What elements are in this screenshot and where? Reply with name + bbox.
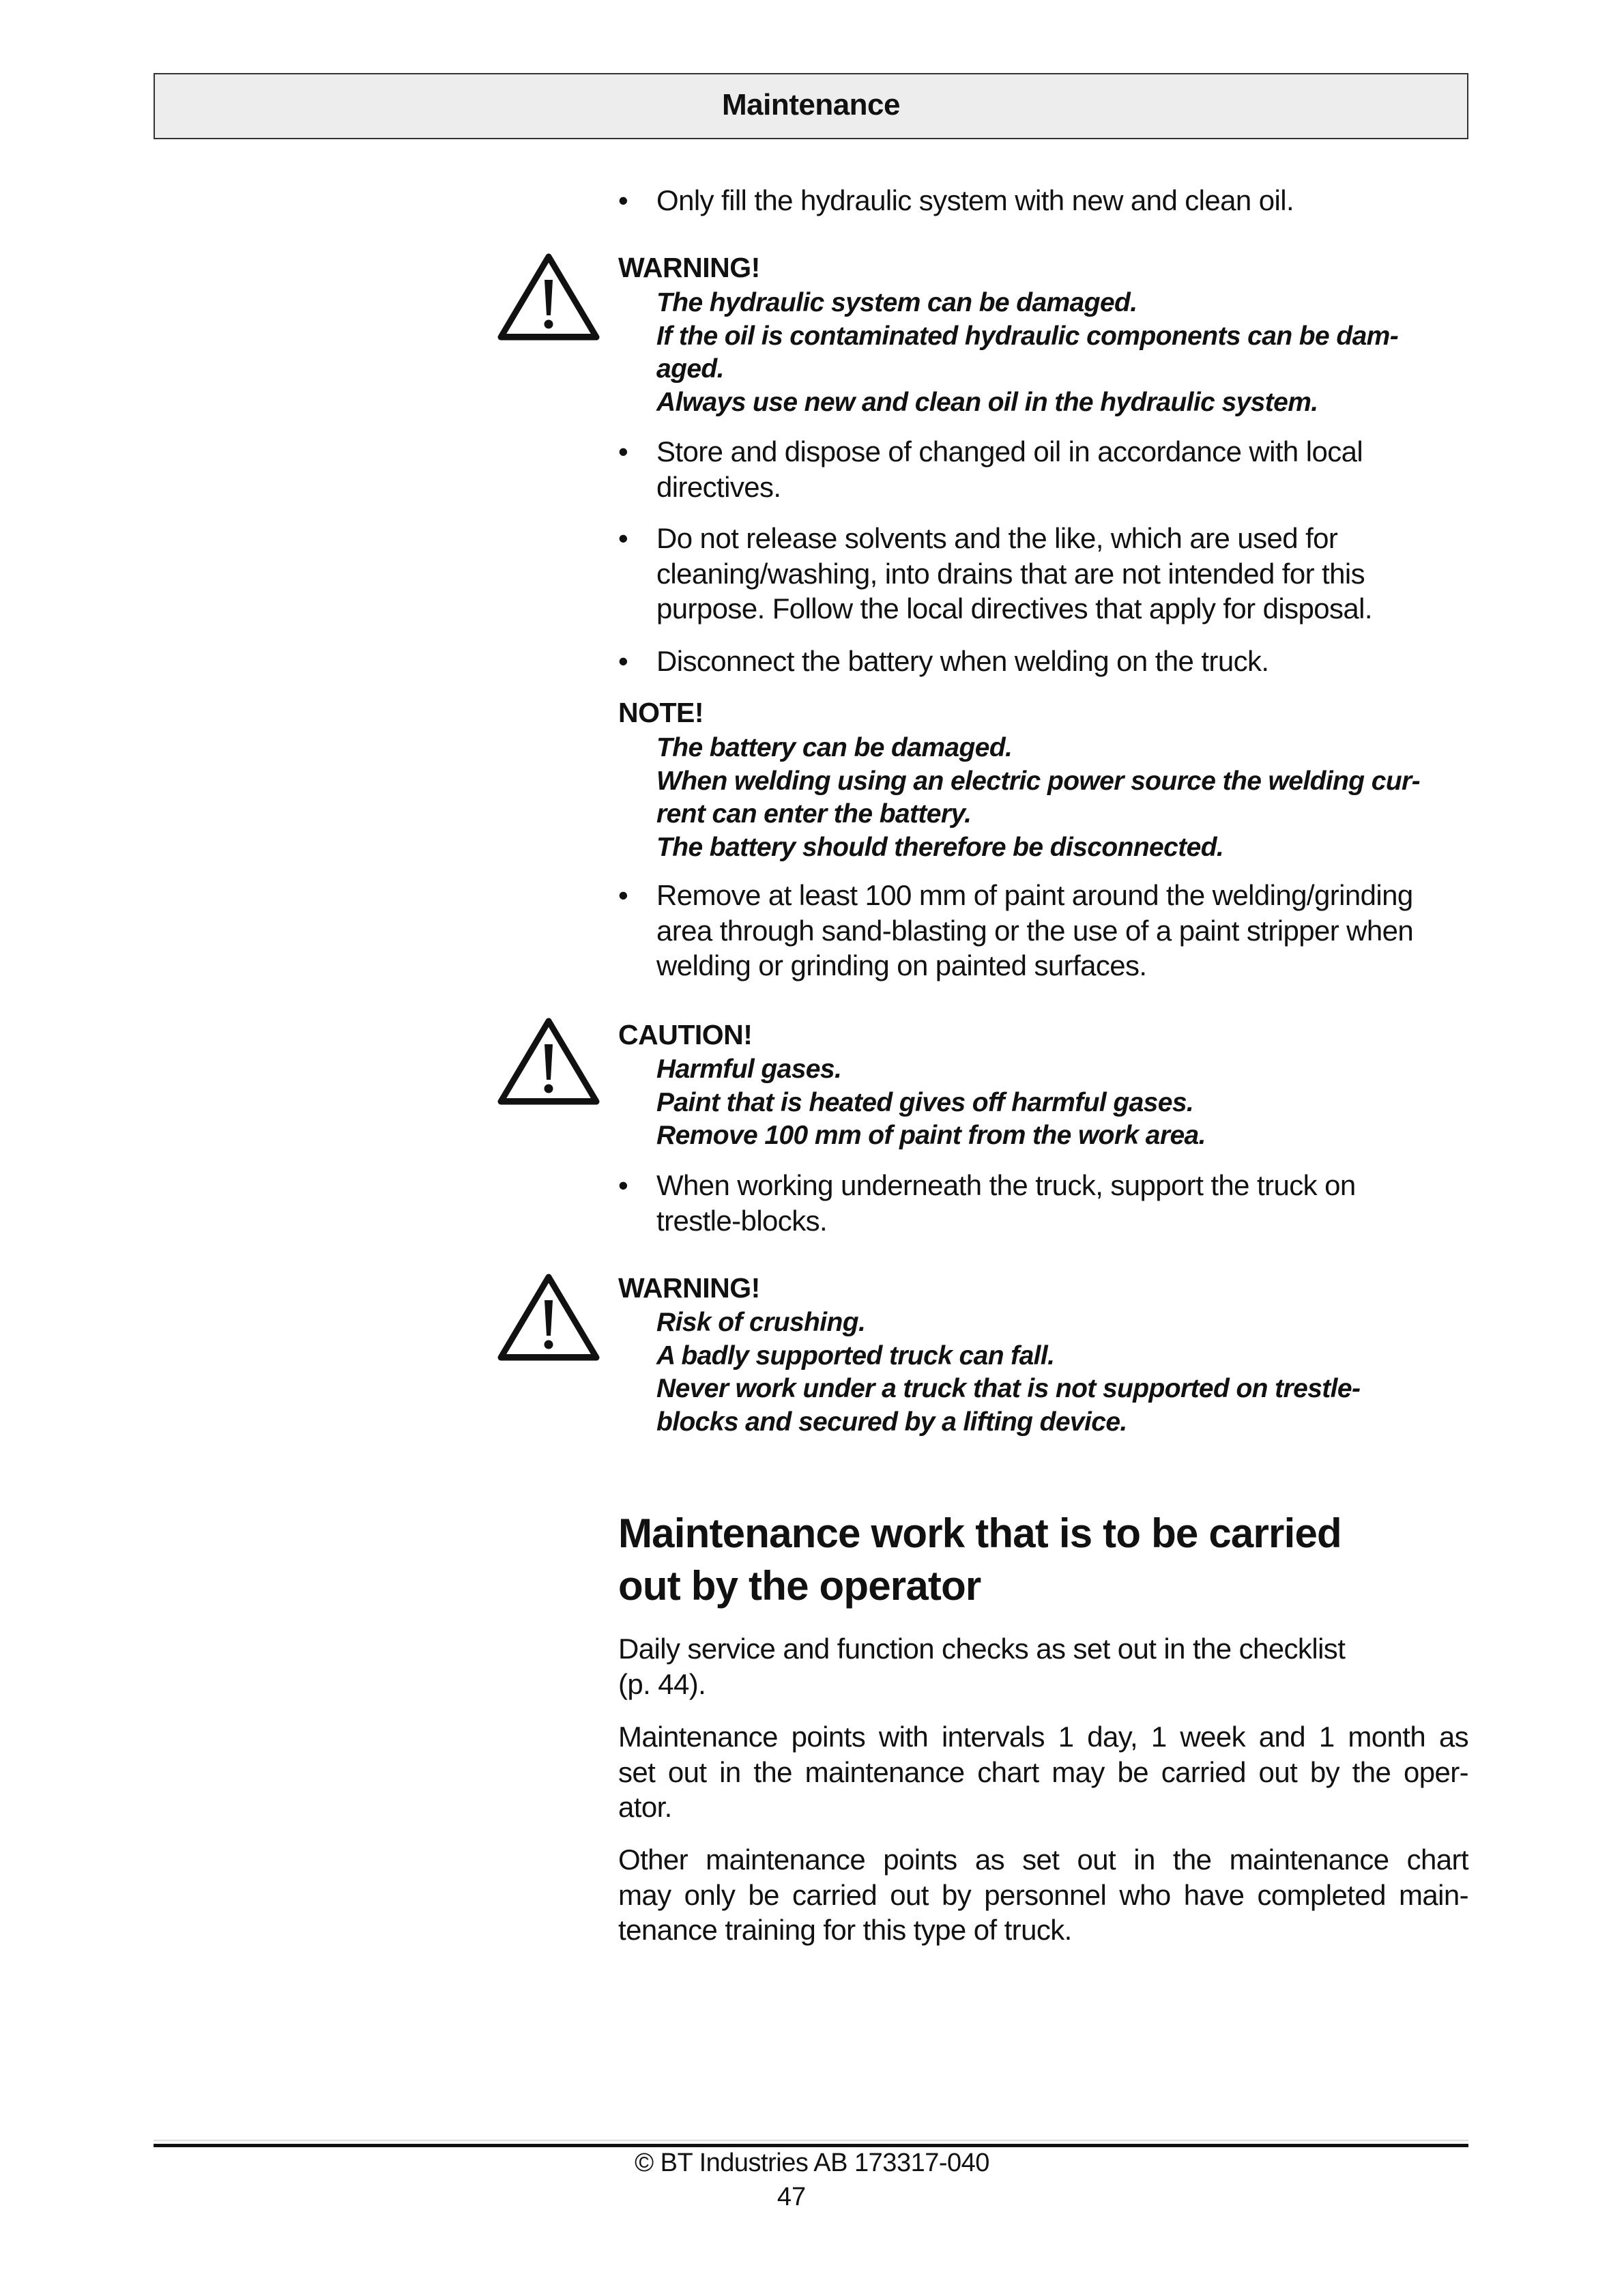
paragraph xyxy=(618,1631,1468,1702)
callout-line: blocks and secured by a lifting device. xyxy=(656,1407,1127,1437)
callout-line: The battery can be damaged. xyxy=(656,733,1013,762)
section-heading xyxy=(618,1507,1478,1612)
callout-body-warning xyxy=(656,1306,1475,1439)
bullet-dot: • xyxy=(618,645,628,677)
callout-line: When welding using an electric power source the welding cur- xyxy=(656,766,1421,796)
callout-title-warning: WARNING! xyxy=(618,1272,760,1304)
bullet-dot: • xyxy=(618,435,628,468)
bullet-line: trestle-blocks. xyxy=(656,1204,828,1237)
callout-line: Always use new and clean oil in the hydraulic system. xyxy=(656,387,1318,417)
bullet-line: When working underneath the truck, support the truck on xyxy=(656,1169,1356,1201)
callout-title-caution: CAUTION! xyxy=(618,1019,753,1050)
bullet-item xyxy=(618,1168,1471,1238)
bullet-dot: • xyxy=(618,879,628,911)
callout-title-warning: WARNING! xyxy=(618,252,760,283)
paragraph-line: ator. xyxy=(618,1791,672,1823)
callout-line: Harmful gases. xyxy=(656,1054,842,1084)
footer-divider xyxy=(154,2144,1468,2147)
paragraph-line: Maintenance points with intervals 1 day, 1 week and 1 month as xyxy=(618,1721,1468,1753)
bullet-item xyxy=(618,644,1471,679)
paragraph-line: Other maintenance points as set out in the maintenance chart xyxy=(618,1843,1468,1876)
callout-body-caution xyxy=(656,1053,1475,1153)
callout-title-note: NOTE! xyxy=(618,697,704,728)
chapter-header xyxy=(154,73,1468,139)
callout-line: aged. xyxy=(656,354,724,384)
callout-line: A badly supported truck can fall. xyxy=(656,1340,1055,1371)
footer-copyright: © BT Industries AB 173317-040 xyxy=(635,2149,989,2177)
bullet-line: purpose. Follow the local directives that apply for disposal. xyxy=(656,592,1372,625)
bullet-item xyxy=(618,183,1471,218)
callout-body-warning xyxy=(656,287,1475,419)
callout-line: Paint that is heated gives off harmful gases. xyxy=(656,1087,1194,1117)
bullet-text xyxy=(656,1168,1471,1238)
paragraph-line: Daily service and function checks as set out in the checklist xyxy=(618,1633,1346,1665)
callout-body-note xyxy=(656,732,1475,864)
bullet-line: Store and dispose of changed oil in accordance with local xyxy=(656,435,1363,468)
caution-triangle-icon xyxy=(497,1017,600,1107)
warning-triangle-icon xyxy=(497,253,600,343)
paragraph xyxy=(618,1842,1468,1948)
callout-line: rent can enter the battery. xyxy=(656,799,972,829)
bullet-item xyxy=(618,521,1471,627)
page-number: 47 xyxy=(777,2183,807,2211)
bullet-item xyxy=(618,878,1471,984)
bullet-line: area through sand-blasting or the use of a paint stripper when xyxy=(656,914,1414,947)
paragraph-line: (p. 44). xyxy=(618,1667,706,1700)
bullet-line: welding or grinding on painted surfaces. xyxy=(656,949,1147,981)
bullet-text xyxy=(656,878,1471,984)
bullet-line: Remove at least 100 mm of paint around the welding/grinding xyxy=(656,879,1413,911)
bullet-text: Only fill the hydraulic system with new and clean oil. xyxy=(656,184,1294,216)
paragraph xyxy=(618,1719,1468,1825)
bullet-dot: • xyxy=(618,1169,628,1201)
bullet-text: Disconnect the battery when welding on the truck. xyxy=(656,645,1269,677)
bullet-item xyxy=(618,434,1471,504)
heading-line: out by the operator xyxy=(618,1563,981,1609)
bullet-line: directives. xyxy=(656,470,781,503)
bullet-text xyxy=(656,434,1471,504)
paragraph-line: may only be carried out by personnel who have completed main- xyxy=(618,1878,1468,1911)
heading-line: Maintenance work that is to be carried xyxy=(618,1510,1342,1556)
callout-line: If the oil is contaminated hydraulic components can be dam- xyxy=(656,321,1399,351)
callout-line: Remove 100 mm of paint from the work area. xyxy=(656,1121,1206,1150)
bullet-dot: • xyxy=(618,184,628,216)
bullet-text xyxy=(656,521,1471,627)
callout-line: Never work under a truck that is not supported on trestle- xyxy=(656,1374,1361,1403)
chapter-title: Maintenance xyxy=(721,88,900,121)
callout-line: The hydraulic system can be damaged. xyxy=(656,288,1137,317)
paragraph-line: set out in the maintenance chart may be carried out by the oper- xyxy=(618,1755,1468,1788)
bullet-dot: • xyxy=(618,522,628,554)
callout-line: Risk of crushing. xyxy=(656,1308,866,1337)
callout-line: The battery should therefore be disconnected. xyxy=(656,832,1224,862)
footer-divider-light xyxy=(154,2140,1468,2141)
bullet-line: cleaning/washing, into drains that are not intended for this xyxy=(656,557,1365,590)
paragraph-line: tenance training for this type of truck. xyxy=(618,1914,1072,1946)
warning-triangle-icon xyxy=(497,1273,600,1363)
bullet-line: Do not release solvents and the like, which are used for xyxy=(656,522,1338,554)
